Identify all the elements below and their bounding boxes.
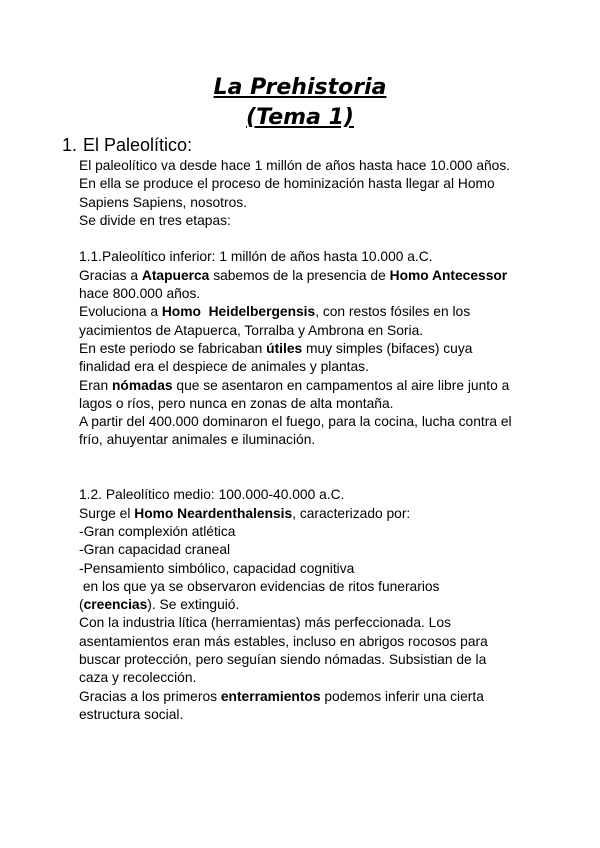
bold-term: útiles: [266, 340, 303, 356]
title-line-2: (Tema 1): [246, 105, 354, 130]
paragraph-line: finalidad era el despiece de animales y plantas.: [79, 359, 369, 375]
paragraph-line: Surge el Homo Neardenthalensis, caracterizado por:: [79, 505, 411, 521]
intro-line: Se divide en tres etapas:: [79, 212, 231, 228]
section-heading: [62, 134, 192, 156]
subheading-inferior: 1.1.Paleolítico inferior: 1 millón de años hasta 10.000 a.C.: [79, 249, 433, 265]
intro-line: En ella se produce el proceso de hominización hasta llegar al Homo: [79, 176, 495, 192]
bold-term: Homo Neardenthalensis: [134, 505, 293, 521]
paragraph-line: (creencias). Se extinguió.: [79, 597, 240, 613]
list-item: -Gran capacidad craneal: [79, 542, 231, 558]
section-title: El Paleolítico:: [83, 135, 193, 155]
bold-term: Homo Heidelbergensis: [161, 304, 316, 320]
paragraph-line: yacimientos de Atapuerca, Torralba y Ambrona en Soria.: [79, 322, 424, 338]
paragraph-line: estructura social.: [79, 706, 184, 722]
paragraph-line: Evoluciona a Homo Heidelbergensis, con restos fósiles en los: [79, 304, 471, 320]
paragraph-line: Gracias a Atapuerca sabemos de la presencia de Homo Antecessor: [79, 267, 508, 283]
intro-line: El paleolítico va desde hace 1 millón de años hasta hace 10.000 años.: [79, 158, 511, 173]
paragraph-line: Gracias a los primeros enterramientos podemos inferir una cierta: [79, 688, 484, 704]
paragraph-line: lagos o ríos, pero nunca en zonas de alta montaña.: [79, 395, 394, 411]
section-number: 1.: [62, 135, 78, 155]
paragraph-line: frío, ahuyentar animales e iluminación.: [79, 432, 316, 448]
bold-term: enterramientos: [220, 688, 321, 704]
paragraph-line: Eran nómadas que se asentaron en campamentos al aire libre junto a: [79, 377, 510, 393]
paragraph-line: asentamientos eran más estables, incluso en abrigos rocosos para: [79, 633, 488, 649]
paragraph-line: hace 800.000 años.: [79, 286, 201, 302]
list-item: -Pensamiento simbólico, capacidad cognitiva: [79, 560, 355, 576]
paragraph-line: en los que ya se observaron evidencias de ritos funerarios: [79, 578, 440, 594]
paragraph-line: A partir del 400.000 dominaron el fuego, para la cocina, lucha contra el: [79, 414, 512, 430]
document-body: [79, 157, 549, 724]
paragraph-line: En este periodo se fabricaban útiles muy simples (bifaces) cuya: [79, 340, 473, 356]
subheading-medio: 1.2. Paleolítico medio: 100.000-40.000 a.C.: [79, 487, 345, 503]
paragraph-line: caza y recolección.: [79, 670, 197, 686]
bold-term: Atapuerca: [141, 267, 210, 283]
title-line-1: La Prehistoria: [213, 75, 387, 100]
bold-term: Homo Antecessor: [389, 267, 508, 283]
list-item: -Gran complexión atlética: [79, 523, 236, 539]
paragraph-line: buscar protección, pero seguían siendo nómadas. Subsistian de la: [79, 652, 487, 668]
intro-line: Sapiens Sapiens, nosotros.: [79, 194, 247, 210]
paragraph-line: Con la industria lítica (herramientas) más perfeccionada. Los: [79, 615, 451, 631]
bold-term: creencias: [83, 597, 148, 613]
bold-term: nómadas: [111, 377, 173, 393]
